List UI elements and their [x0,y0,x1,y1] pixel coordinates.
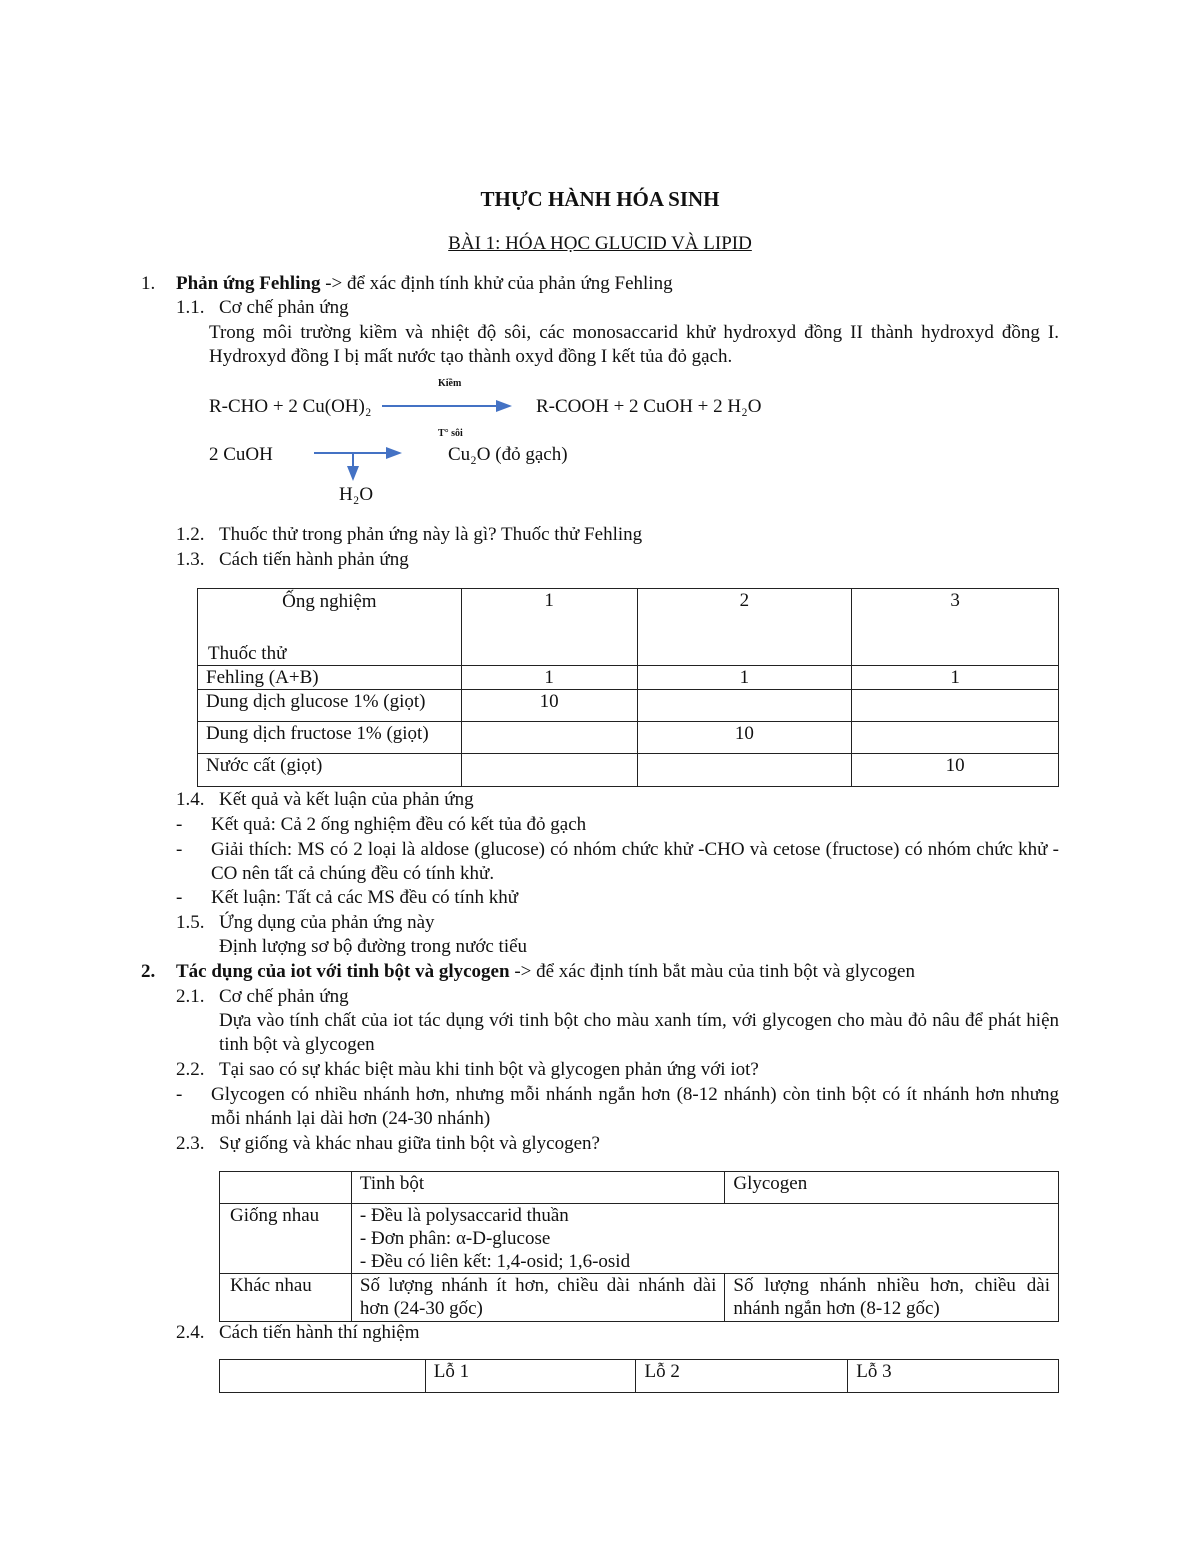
table-row [220,1274,1059,1322]
section-1-3-title: Cách tiến hành phản ứng [219,549,409,570]
section-2-heading-rest: -> để xác định tính bắt màu của tinh bột và glycogen [509,961,915,982]
list-item: - Đơn phân: α-D-glucose [359,1228,551,1249]
section-2-heading: Tác dụng của iot với tinh bột và glycogen [176,961,510,982]
row-label: Khác nhau [220,1274,352,1322]
table-cell: 1 [637,666,852,690]
list-item: - Đều là polysaccarid thuần [359,1205,569,1226]
column-header: Lỗ 3 [848,1360,1059,1393]
row-label: Giống nhau [220,1204,352,1274]
difference-explanation: Glycogen có nhiều nhánh hơn, nhưng mỗi nhánh ngắn hơn (8-12 nhánh) còn tinh bột có ít nhánh hơn nhưng mỗi nhánh lại dài hơn (24-30 nhánh) [211,1084,1059,1129]
bullet-dash: - [176,1084,183,1105]
section-1-1-number: 1.1. [176,297,205,318]
bullet-dash: - [176,814,183,835]
equation-1-condition-bottom: T° sôi [438,428,463,439]
table-cell [637,690,852,722]
section-2-number: 2. [141,961,156,982]
equation-1-left: R-CHO + 2 Cu(OH)₂ [209,396,372,417]
section-1-1-title: Cơ chế phản ứng [219,297,349,318]
table-cell: 10 [852,754,1059,787]
section-2-4-number: 2.4. [176,1322,205,1343]
section-1-heading-rest: -> để xác định tính khử của phản ứng Fehling [320,273,673,294]
column-header: 1 [461,589,637,666]
table-cell [637,754,852,787]
table-row [198,690,1059,722]
conclusion-text: Kết luận: Tất cả các MS đều có tính khử [211,887,518,908]
row-label: Dung dịch fructose 1% (giọt) [198,722,462,754]
row-label: Nước cất (giọt) [198,754,462,787]
experiment-table [219,1359,1059,1393]
section-1-5-text: Định lượng sơ bộ đường trong nước tiểu [219,936,528,957]
table-row [198,589,1059,666]
table-cell [852,690,1059,722]
table-row [198,666,1059,690]
table-cell: 1 [461,666,637,690]
result-text: Kết quả: Cả 2 ống nghiệm đều có kết tủa đỏ gạch [211,814,587,835]
section-1-heading: Phản ứng Fehling [176,273,321,294]
section-1-4-title: Kết quả và kết luận của phản ứng [219,789,474,810]
comparison-table [219,1171,1059,1322]
section-2-1-text: Dựa vào tính chất của iot tác dụng với tinh bột cho màu xanh tím, với glycogen cho màu đỏ nâu để phát hiện tinh bột và glycogen [219,1010,1059,1055]
table-corner-cell [198,589,462,666]
bullet-dash: - [176,887,183,908]
column-header: 3 [852,589,1059,666]
table-row [198,722,1059,754]
table-cell [220,1360,426,1393]
section-2-1-title: Cơ chế phản ứng [219,986,349,1007]
equation-1-condition-top: Kiềm [438,378,462,389]
lesson-title: BÀI 1: HÓA HỌC GLUCID VÀ LIPID [448,233,752,254]
table-cell: Số lượng nhánh nhiều hơn, chiều dài nhánh ngắn hơn (8-12 gốc) [725,1274,1059,1322]
table-row [220,1360,1059,1393]
row-label: Dung dịch glucose 1% (giọt) [198,690,462,722]
table-cell: Số lượng nhánh ít hơn, chiều dài nhánh dài hơn (24-30 gốc) [351,1274,724,1322]
fehling-table [197,588,1059,787]
section-2-2-number: 2.2. [176,1059,205,1080]
section-1-2-number: 1.2. [176,524,205,545]
bullet-dash: - [176,839,183,860]
equation-1-right: R-COOH + 2 CuOH + 2 H₂O [536,396,762,417]
table-row [220,1172,1059,1204]
table-row [220,1204,1059,1274]
section-1-5-number: 1.5. [176,912,205,933]
section-1-1-text: Trong môi trường kiềm và nhiệt độ sôi, các monosaccarid khử hydroxyd đồng II thành hydroxyd đồng I. Hydroxyd đồng I bị mất nước tạo thành oxyd đồng I kết tủa đỏ gạch. [209,322,1059,367]
section-2-3-title: Sự giống và khác nhau giữa tinh bột và glycogen? [219,1133,600,1154]
row-label: Fehling (A+B) [198,666,462,690]
section-2-heading-line [176,960,915,984]
table-cell [461,722,637,754]
table-cell: 1 [852,666,1059,690]
reaction-arrow-2 [312,442,404,482]
column-header: Lỗ 1 [425,1360,636,1393]
equation-2-byproduct: H₂O [339,484,374,505]
table-cell [220,1172,352,1204]
equation-2-right: Cu₂O (đỏ gạch) [448,444,568,465]
explanation-text: Giải thích: MS có 2 loại là aldose (glucose) có nhóm chức khử -CHO và cetose (fructose) có nhóm chức khử -CO nên tất cả chúng đều có tính khử. [211,839,1059,884]
reaction-arrow-1 [380,396,515,416]
corner-top-label: Ống nghiệm [282,591,377,612]
section-2-4-title: Cách tiến hành thí nghiệm [219,1322,420,1343]
column-header: 2 [637,589,852,666]
section-1-3-number: 1.3. [176,549,205,570]
section-2-2-title: Tại sao có sự khác biệt màu khi tinh bột và glycogen phản ứng với iot? [219,1059,759,1080]
section-1-number: 1. [141,273,156,294]
similarities-cell [351,1204,1058,1274]
column-header: Glycogen [725,1172,1059,1204]
section-1-heading-line [176,272,673,296]
corner-bottom-label: Thuốc thử [208,643,287,664]
table-cell: 10 [637,722,852,754]
section-1-2-title: Thuốc thử trong phản ứng này là gì? Thuốc thử Fehling [219,524,643,545]
section-2-1-number: 2.1. [176,986,205,1007]
section-1-5-title: Ứng dụng của phản ứng này [219,912,435,933]
table-row [198,754,1059,787]
table-cell [852,722,1059,754]
table-cell: 10 [461,690,637,722]
column-header: Lỗ 2 [636,1360,848,1393]
equation-2-left: 2 CuOH [209,444,273,465]
list-item: - Đều có liên kết: 1,4-osid; 1,6-osid [359,1251,631,1272]
column-header: Tinh bột [351,1172,724,1204]
page-title: THỰC HÀNH HÓA SINH [480,187,720,211]
section-2-3-number: 2.3. [176,1133,205,1154]
table-cell [461,754,637,787]
section-1-4-number: 1.4. [176,789,205,810]
